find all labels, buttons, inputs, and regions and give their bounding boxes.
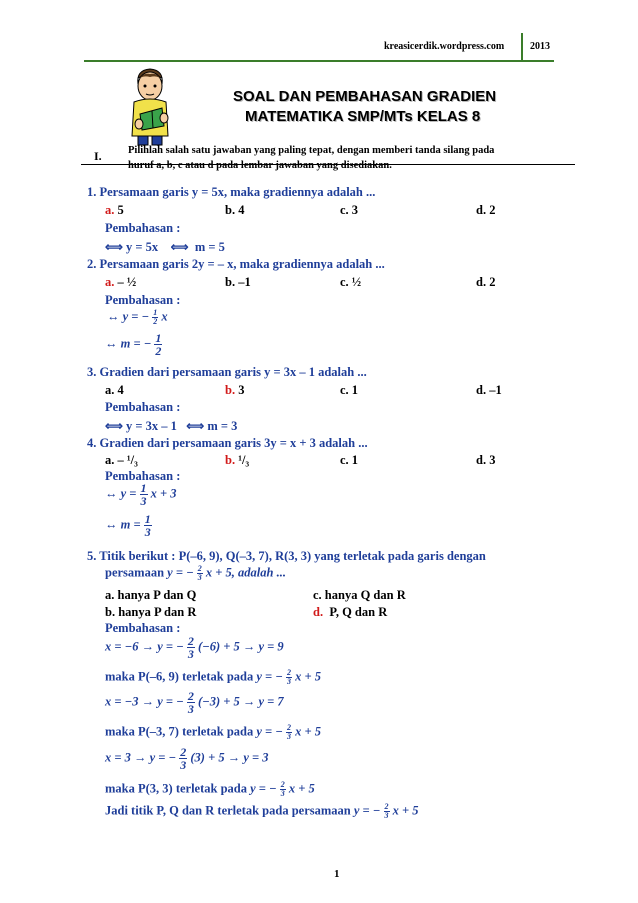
q2-m-equation: ↔ m = − $\frac{1}{2}$ — [105, 331, 162, 358]
q3-question: 3. Gradien dari persamaan garis y = 3x – 1 adalah ... — [87, 365, 367, 379]
instruction-line-1: Pilihlah salah satu jawaban yang paling tepat, dengan memberi tanda silang pada — [128, 145, 495, 156]
page-number: 1 — [334, 868, 340, 880]
q1-option-c: c. 3 — [340, 203, 359, 217]
q3-pembahasan-label: Pembahasan : — [105, 400, 181, 414]
q4-option-c: c. 1 — [340, 453, 359, 467]
q5-question-line-1: 5. Titik berikut : P(–6, 9), Q(–3, 7), R(3, 3) yang terletak pada garis dengan — [87, 549, 486, 563]
q2-option-c: c. ½ — [340, 275, 362, 289]
q5-option-b: b. hanya P dan R — [105, 605, 197, 619]
q4-question: 4. Gradien dari persamaan garis 3y = x + 3 adalah ... — [87, 436, 368, 450]
q5-option-c: c. hanya Q dan R — [313, 588, 406, 602]
q4-option-b: b. ¹/₃ — [225, 453, 250, 467]
q5-step-1: x = −6 → y = − $\frac{2}{3}$ (−6) + 5 → y = 9 — [105, 634, 284, 661]
q5-question-line-2: persamaan y = − $\frac{2}{3}$ x + 5, adalah ... — [105, 564, 286, 582]
q5-final-conclusion: Jadi titik P, Q dan R terletak pada persamaan y = − $\frac{2}{3}$ x + 5 — [105, 802, 419, 820]
header-rule — [84, 60, 554, 62]
q2-option-b: b. –1 — [225, 275, 251, 289]
q1-pembahasan-label: Pembahasan : — [105, 221, 181, 235]
q5-step-3: x = 3 → y = − $\frac{2}{3}$ (3) + 5 → y = 3 — [105, 745, 269, 772]
q3-option-a: a. 4 — [105, 383, 124, 397]
q4-option-a: a. – ¹/₃ — [105, 453, 138, 467]
header-site: kreasicerdik.wordpress.com — [384, 41, 505, 52]
title-line-2: MATEMATIKA SMP/MTs KELAS 8 — [245, 108, 481, 125]
q5-option-d: d. P, Q dan R — [313, 605, 388, 619]
q2-option-d: d. 2 — [476, 275, 496, 289]
instruction-line-2: huruf a, b, c atau d pada lembar jawaban yang disediakan. — [128, 160, 392, 171]
q1-solution: ⟺ y = 5x ⟺ m = 5 — [105, 240, 225, 254]
q5-conclusion-1: maka P(–6, 9) terletak pada y = − $\frac{2}{3}$ x + 5 — [105, 668, 321, 686]
q4-m-equation: ↔ m = $\frac{1}{3}$ — [105, 512, 151, 539]
student-reading-icon — [124, 66, 176, 146]
q1-question: 1. Persamaan garis y = 5x, maka gradiennya adalah ... — [87, 185, 376, 199]
q4-pembahasan-label: Pembahasan : — [105, 469, 181, 483]
title-line-1: SOAL DAN PEMBAHASAN GRADIEN — [233, 88, 497, 105]
q1-option-a: a. 5 — [105, 203, 124, 217]
q2-pembahasan-label: Pembahasan : — [105, 293, 181, 307]
instruction-roman: I. — [94, 149, 102, 163]
q1-option-b: b. 4 — [225, 203, 245, 217]
header-divider — [521, 33, 523, 61]
q2-option-a: a. – ½ — [105, 275, 137, 289]
q5-option-a: a. hanya P dan Q — [105, 588, 197, 602]
q3-option-d: d. –1 — [476, 383, 502, 397]
q3-option-b: b. 3 — [225, 383, 245, 397]
q4-option-d: d. 3 — [476, 453, 496, 467]
q4-y-equation: ↔ y = $\frac{1}{3}$ x + 3 — [105, 481, 177, 508]
q3-option-c: c. 1 — [340, 383, 359, 397]
q2-y-equation: ↔ y = − $\frac{1}{2}$ x — [107, 308, 168, 326]
q1-option-d: d. 2 — [476, 203, 496, 217]
header-year: 2013 — [530, 41, 550, 52]
q5-step-2: x = −3 → y = − $\frac{2}{3}$ (−3) + 5 → y = 7 — [105, 689, 284, 716]
q5-conclusion-2: maka P(–3, 7) terletak pada y = − $\frac{2}{3}$ x + 5 — [105, 723, 321, 741]
q5-conclusion-3: maka P(3, 3) terletak pada y = − $\frac{2}{3}$ x + 5 — [105, 780, 315, 798]
q3-solution: ⟺ y = 3x – 1 ⟺ m = 3 — [105, 419, 238, 433]
q5-pembahasan-label: Pembahasan : — [105, 621, 181, 635]
q2-question: 2. Persamaan garis 2y = – x, maka gradiennya adalah ... — [87, 257, 385, 271]
